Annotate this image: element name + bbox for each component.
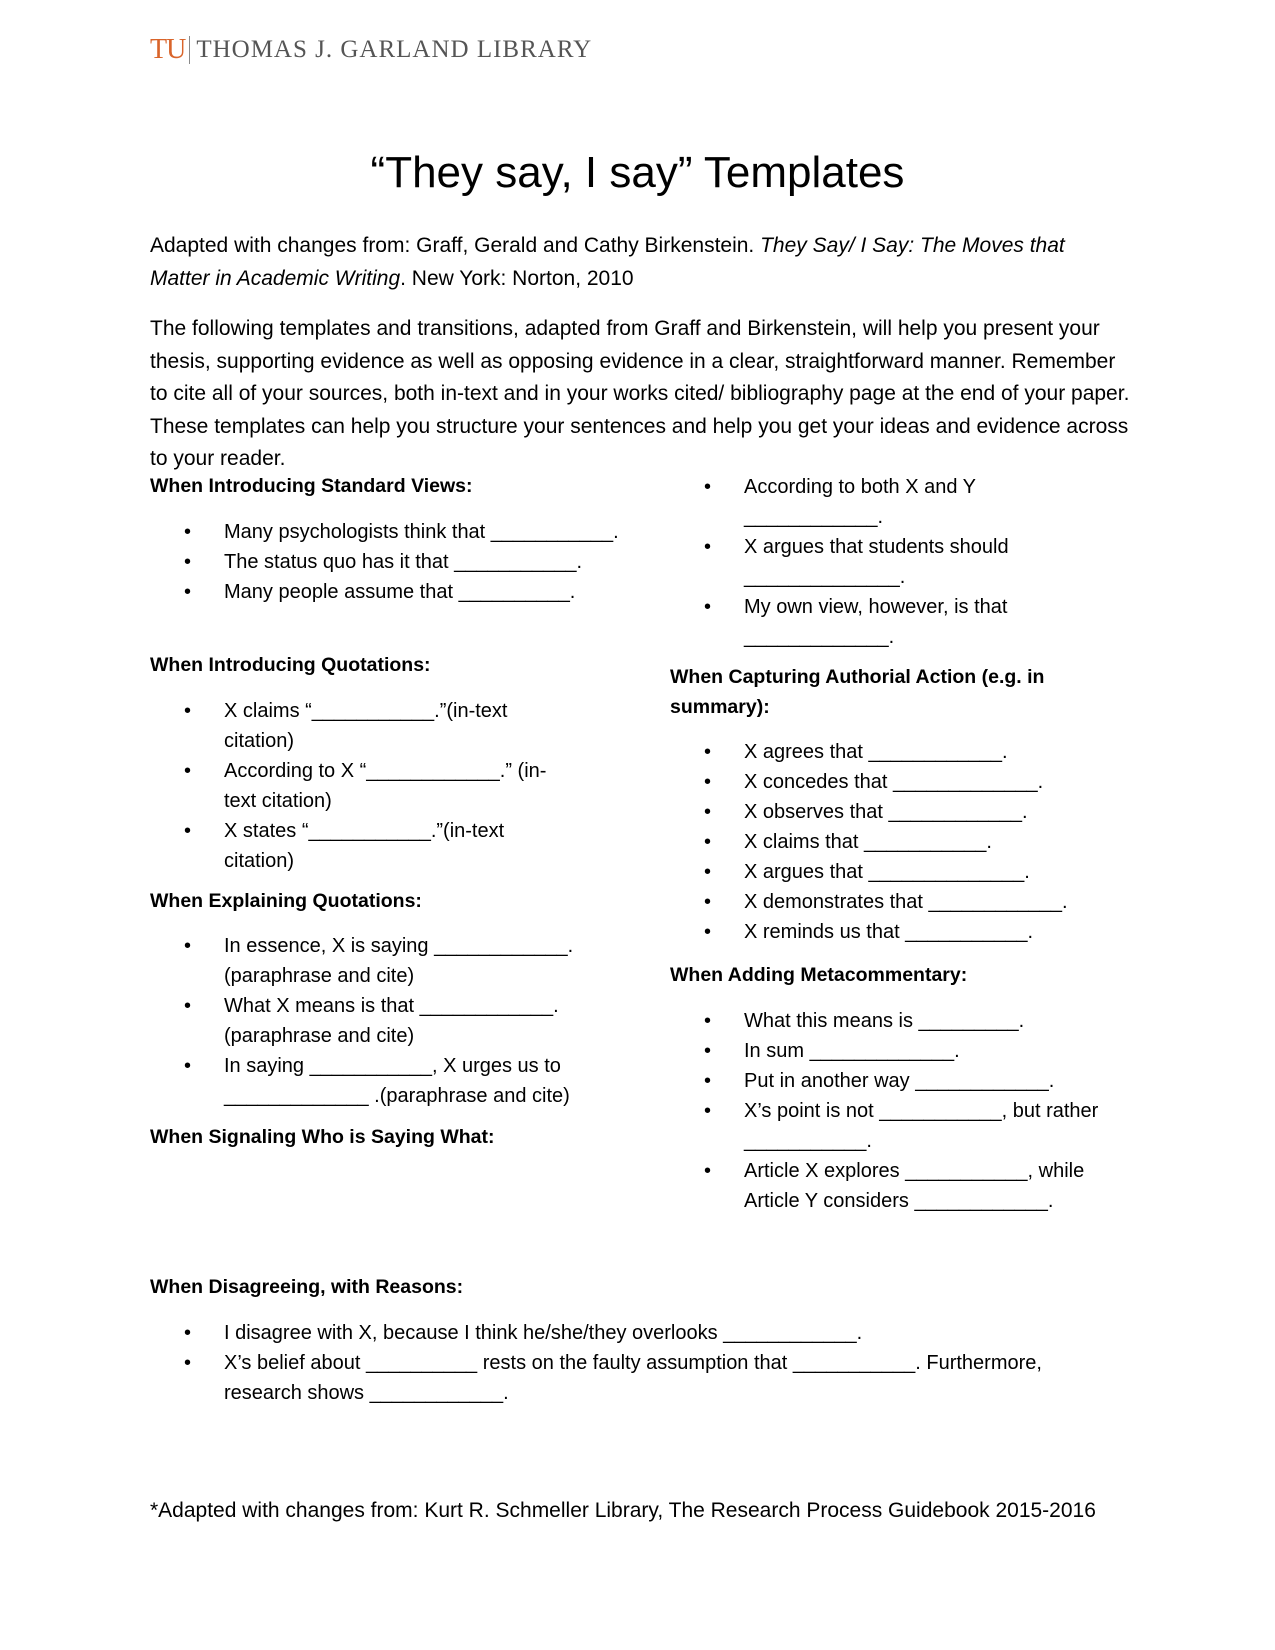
list-item: • X concedes that _____________. (704, 771, 1044, 793)
list-item: • Put in another way ____________. (704, 1070, 1055, 1092)
list-item: • According to X “____________.” (in-text citation) (184, 760, 547, 812)
list-item: • X claims “___________.”(in-text citation) (184, 700, 508, 752)
list-standard-views (150, 517, 620, 607)
list-item: • In saying ___________, X urges us to _____________ .(paraphrase and cite) (184, 1055, 570, 1107)
list-item: • According to both X and Y ____________. (704, 476, 976, 528)
citation-prefix: Adapted with changes from: Graff, Gerald and Cathy Birkenstein. (150, 234, 761, 257)
intro-paragraph: The following templates and transitions, adapted from Graff and Birkenstein, will help you present your thesis, supporting evidence as well as opposing evidence in a clear, straightforward manner. Remember to cite all of your sources, both in-text and in your works cited/ bibliography page at the end of your paper. These templates can help you structure your sentences and help you get your ideas and evidence across to your reader. (150, 317, 1130, 470)
library-header (150, 34, 592, 66)
list-item: • What X means is that ____________. (paraphrase and cite) (184, 995, 559, 1047)
heading-quotations: When Introducing Quotations: (150, 654, 431, 676)
list-item: • My own view, however, is that _____________. (704, 596, 1008, 648)
list-item: • X states “___________.”(in-text citation) (184, 820, 505, 872)
list-item: • Many people assume that __________. (184, 581, 576, 603)
citation-book-title: They Say/ I Say: The Moves that Matter in Academic Writing (150, 234, 1065, 290)
heading-metacommentary: When Adding Metacommentary: (670, 964, 968, 986)
citation-suffix: . New York: Norton, 2010 (400, 266, 634, 290)
list-signaling (670, 472, 1050, 652)
list-item: • X observes that ____________. (704, 801, 1028, 823)
list-item: • X argues that ______________. (704, 861, 1030, 883)
list-item: • What this means is _________. (704, 1010, 1025, 1032)
list-item: • X demonstrates that ____________. (704, 891, 1068, 913)
heading-standard-views: When Introducing Standard Views: (150, 475, 473, 497)
list-item: • X agrees that ____________. (704, 741, 1008, 763)
list-explaining (150, 931, 600, 1111)
list-item: • X’s point is not ___________, but rather ___________. (704, 1100, 1099, 1152)
adapted-citation (150, 230, 1130, 295)
library-logo: TU (150, 34, 186, 65)
list-item: • The status quo has it that ___________. (184, 551, 583, 573)
list-item: • X’s belief about __________ rests on the faulty assumption that ___________. Furthermore, research shows ____________. (184, 1352, 1042, 1404)
list-item: • X reminds us that ___________. (704, 921, 1034, 943)
page-title: “They say, I say” Templates (370, 148, 905, 197)
list-item: • X argues that students should ______________. (704, 536, 1009, 588)
footnote: *Adapted with changes from: Kurt R. Schmeller Library, The Research Process Guidebook 2015-2016 (150, 1499, 1096, 1522)
logo-divider (189, 36, 190, 64)
list-metacommentary (670, 1006, 1120, 1216)
list-item: • Article X explores ___________, while Article Y considers ____________. (704, 1160, 1085, 1212)
list-item: • In essence, X is saying ____________. (paraphrase and cite) (184, 935, 574, 987)
heading-explaining: When Explaining Quotations: (150, 890, 422, 912)
list-item: • In sum _____________. (704, 1040, 960, 1062)
heading-signaling: When Signaling Who is Saying What: (150, 1126, 495, 1148)
list-item: • Many psychologists think that ___________. (184, 521, 619, 543)
library-name: THOMAS J. GARLAND LIBRARY (196, 36, 593, 63)
list-quotations (150, 696, 570, 876)
heading-disagreeing: When Disagreeing, with Reasons: (150, 1276, 464, 1298)
list-item: • X claims that ___________. (704, 831, 992, 853)
list-authorial (670, 737, 1090, 947)
list-disagreeing (150, 1318, 1110, 1408)
heading-authorial: When Capturing Authorial Action (e.g. in summary): (670, 666, 1045, 718)
list-item: • I disagree with X, because I think he/she/they overlooks ____________. (184, 1322, 863, 1344)
